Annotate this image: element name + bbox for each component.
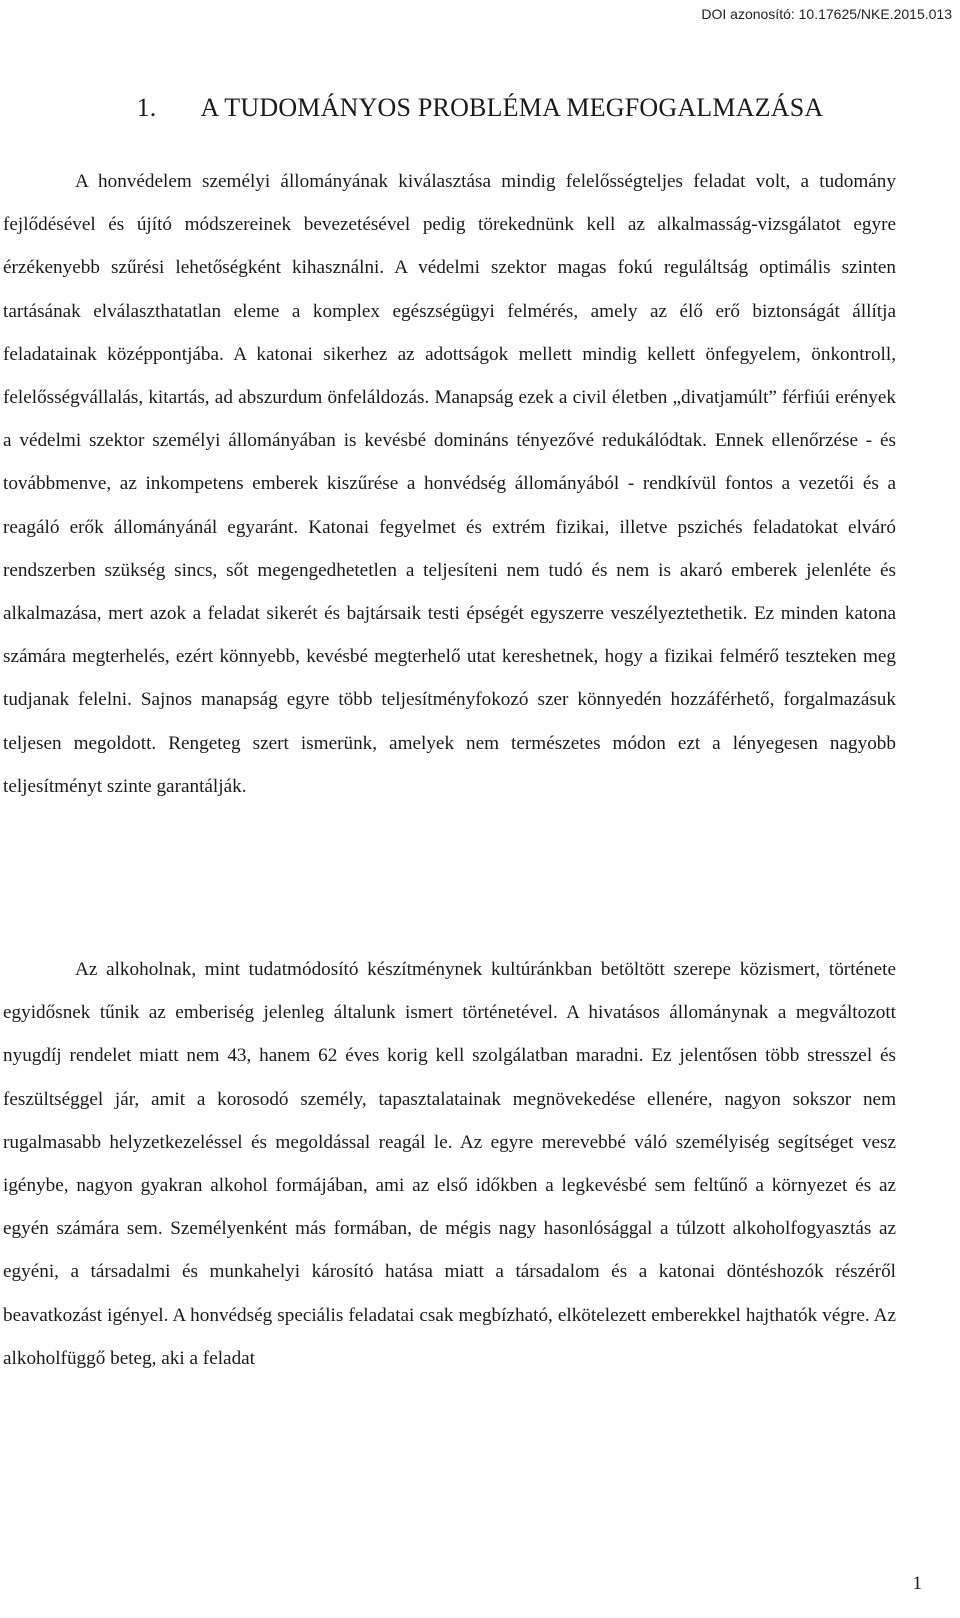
section-number: 1. (136, 93, 157, 122)
doi-identifier: DOI azonosító: 10.17625/NKE.2015.013 (701, 6, 952, 22)
section-title: A TUDOMÁNYOS PROBLÉMA MEGFOGALMAZÁSA (200, 93, 824, 122)
body-paragraph-1: A honvédelem személyi állományának kiválasztása mindig felelősségteljes feladat volt, a tudomány fejlődésével és újító módszereinek bevezetésével pedig törekednünk kell az alkalmasság-vizsgálatot egyre érzékenyebb szűrési lehetőségként kihasználni. A védelmi szektor magas fokú reguláltság optimális szinten tartásának elválaszthatatlan eleme a komplex egészségügyi felmérés, amely az élő erő biztonságát állítja feladatainak középpontjába. A katonai sikerhez az adottságok mellett mindig kellett önfegyelem, önkontroll, felelősségvállalás, kitartás, ad abszurdum önfeláldozás. Manapság ezek a civil életben „divatjamúlt” férfiúi erények a védelmi szektor személyi állományában is kevésbé domináns tényezővé redukálódtak. Ennek ellenőrzése - és továbbmenve, az inkompetens emberek kiszűrése a honvédség állományából - rendkívül fontos a vezetői és a reagáló erők állományánál egyaránt. Katonai fegyelmet és extrém fizikai, illetve pszichés feladatokat elváró rendszerben szükség sincs, sőt megengedhetetlen a teljesíteni nem tudó és nem is akaró emberek jelenléte és alkalmazása, mert azok a feladat sikerét és bajtársaik testi épségét egyszerre veszélyeztethetik. Ez minden katona számára megterhelés, ezért könnyebb, kevésbé megterhelő utat kereshetnek, hogy a fizikai felmérő teszteken meg tudjanak felelni. Sajnos manapság egyre több teljesítményfokozó szer könnyedén hozzáférhető, forgalmazásuk teljesen megoldott. Rengeteg szert ismerünk, amelyek nem természetes módon ezt a lényegesen nagyobb teljesítményt szinte garantálják. (3, 171, 896, 797)
body-paragraph-2: Az alkoholnak, mint tudatmódosító készítménynek kultúránkban betöltött szerepe közismert, története egyidősnek tűnik az emberiség jelenleg általunk ismert történetével. A hivatásos állománynak a megváltozott nyugdíj rendelet miatt nem 43, hanem 62 éves korig kell szolgálatban maradni. Ez jelentősen több stresszel és feszültséggel jár, amit a korosodó személy, tapasztalatainak megnövekedése ellenére, nagyon sokszor nem rugalmasabb helyzetkezeléssel és megoldással reagál le. Az egyre merevebbé váló személyiség segítséget vesz igénybe, nagyon gyakran alkohol formájában, ami az első időkben a legkevésbé sem feltűnő a környezet és az egyén számára sem. Személyenként más formában, de mégis nagy hasonlósággal a túlzott alkoholfogyasztás az egyéni, a társadalmi és munkahelyi károsító hatása miatt a társadalom és a katonai döntéshozók részéről beavatkozást igényel. A honvédség speciális feladatai csak megbízható, elkötelezett emberekkel hajthatók végre. Az alkoholfüggő beteg, aki a feladat (3, 959, 896, 1369)
page-number: 1 (912, 1573, 922, 1594)
section-heading (0, 93, 960, 123)
